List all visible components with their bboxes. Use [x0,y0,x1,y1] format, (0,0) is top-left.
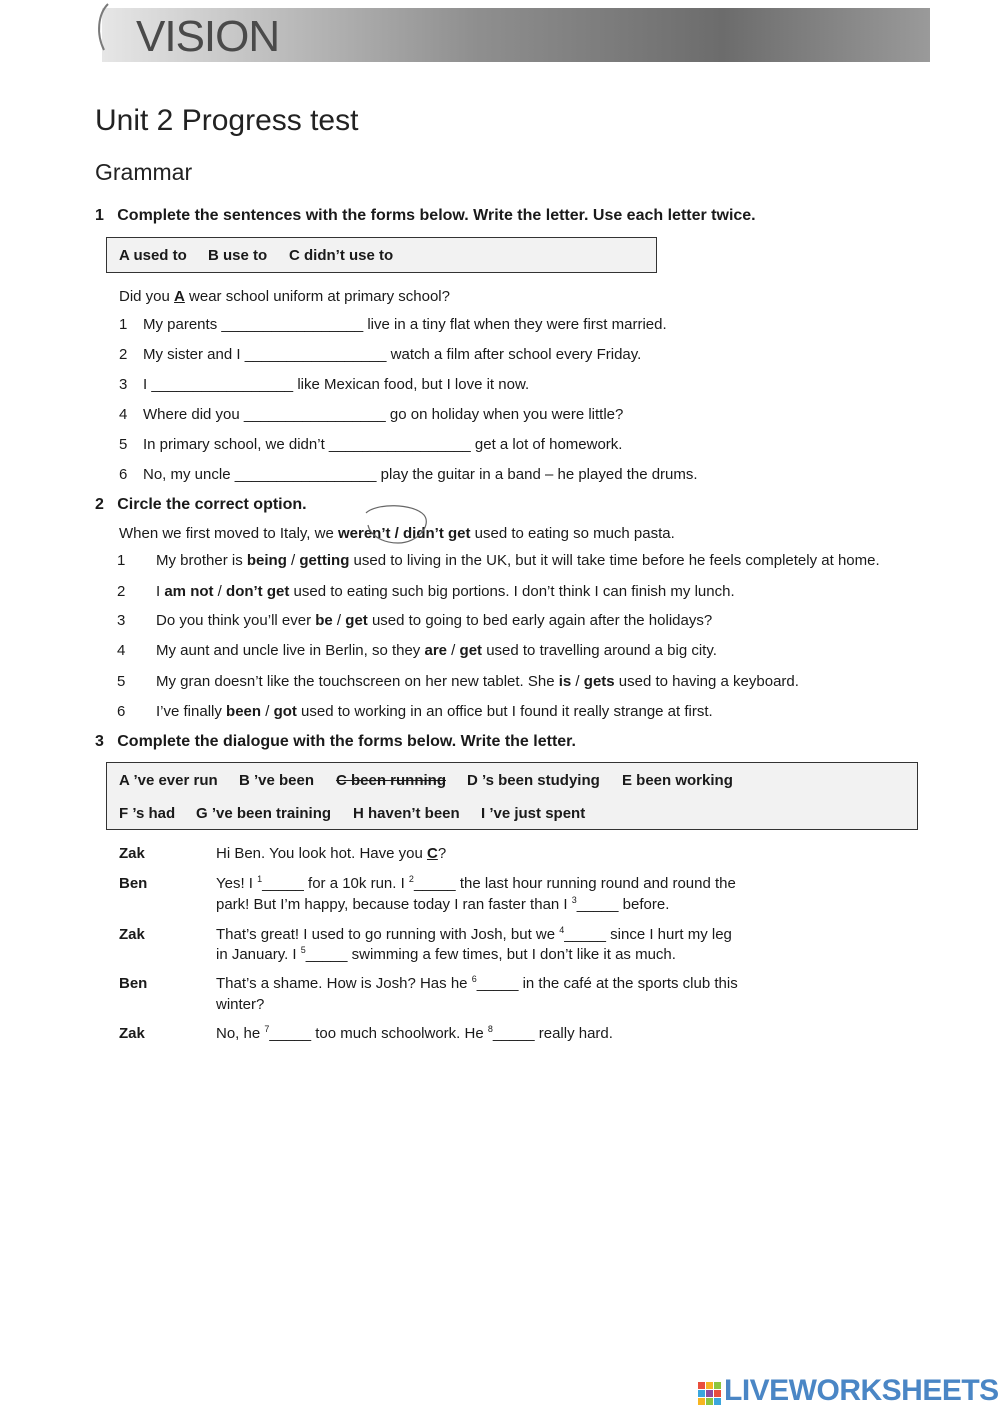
dialogue-line: park! But I’m happy, because today I ran faster than I $^3$_____ before. [216,895,670,913]
dialogue-line: That’s great! I used to go running with Josh, but we $^4$_____ since I hurt my leg [216,925,732,943]
ex1-item: My parents _________________ live in a tiny flat when they were first married. [143,316,667,333]
speaker: Zak [119,1025,145,1042]
ex3-heading: 3 Complete the dialogue with the forms below. Write the letter. [95,733,576,750]
dialogue-line: in January. I $^5$_____ swimming a few times, but I don’t like it as much. [216,945,676,963]
option-a: am not [164,583,214,600]
option-b: don’t get [226,583,290,600]
ex1-option: A used to [119,247,187,264]
option-a: being [246,552,287,569]
ex3-option: E been working [622,772,733,789]
ex1-item: My sister and I _________________ watch a film after school every Friday. [143,346,642,363]
ex2-heading: 2 Circle the correct option. [95,496,307,513]
answer-circle-icon [358,503,434,547]
liveworksheets-icon [698,1382,722,1406]
option-b: getting [299,552,350,569]
option-b: got [273,703,297,720]
ex1-heading: 1 Complete the sentences with the forms below. Write the letter. Use each letter twice. [95,207,756,224]
option-a: been [226,703,262,720]
section-title: Grammar [95,159,193,185]
speaker: Zak [119,845,145,862]
speaker: Zak [119,926,145,943]
dialogue-line: winter? [216,996,265,1013]
ex2-item: My gran doesn’t like the touchscreen on her new tablet. She is / gets used to having a keyboard. [156,673,799,690]
option-a: is [558,673,572,690]
ex3-option: H haven’t been [353,805,460,822]
item-number: 5 [117,673,126,690]
ex3-option: I ’ve just spent [481,805,586,822]
option-b: gets [583,673,615,690]
ex3-option: D ’s been studying [467,772,600,789]
item-number: 3 [119,376,128,393]
dialogue-line: Hi Ben. You look hot. Have you C? [216,845,447,862]
example-answer: A [174,288,185,305]
ex2-item: Do you think you’ll ever be / get used to going to bed early again after the holidays? [156,612,713,629]
footer-brand: LIVEWORKSHEETS [724,1374,999,1407]
ex3-option: B ’ve been [239,772,315,789]
ex2-item: I am not / don’t get used to eating such big portions. I don’t think I can finish my lunch. [156,583,735,600]
ex3-option-used: C been running [336,772,446,789]
ex1-example: Did you A wear school uniform at primary school? [119,288,450,305]
item-number: 6 [119,466,128,483]
item-number: 3 [117,612,126,629]
ex1-item: In primary school, we didn’t _________________ get a lot of homework. [143,436,623,453]
page-title: Unit 2 Progress test [95,104,359,137]
ex2-item: My aunt and uncle live in Berlin, so they are / get used to travelling around a big city. [156,642,717,659]
ex2-item: My brother is being / getting used to living in the UK, but it will take time before he feels completely at home. [156,552,880,569]
item-number: 1 [119,316,128,333]
option-b: didn’t get [403,525,471,542]
item-number: 1 [117,552,126,569]
ex1-option: B use to [208,247,268,264]
ex1-option: C didn’t use to [289,247,394,264]
ex3-option: G ’ve been training [196,805,332,822]
example-answer: C [426,845,438,862]
option-a: weren’t [337,525,391,542]
ex1-item: I _________________ like Mexican food, but I love it now. [143,376,530,393]
item-number: 5 [119,436,128,453]
ex3-option: A ’ve ever run [119,772,218,789]
item-number: 6 [117,703,126,720]
item-number: 4 [119,406,128,423]
item-number: 4 [117,642,126,659]
ex1-item: Where did you _________________ go on holiday when you were little? [143,406,624,423]
ex3-option: F ’s had [119,805,176,822]
option-a: be [315,612,333,629]
ex2-item: I’ve finally been / got used to working in an office but I found it really strange at first. [156,703,713,720]
option-b: get [459,642,483,659]
option-a: are [424,642,448,659]
option-b: get [345,612,368,629]
dialogue-line: Yes! I $^1$_____ for a 10k run. I $^2$_____ the last hour running round and round the [216,874,736,892]
brand-logo: VISION [136,12,280,61]
ex2-example: When we first moved to Italy, we weren’t / didn’t get used to eating so much pasta. [119,525,675,542]
ex1-item: No, my uncle _________________ play the guitar in a band – he played the drums. [143,466,698,483]
dialogue-line: That’s a shame. How is Josh? Has he $^6$_____ in the café at the sports club this [216,974,738,992]
item-number: 2 [119,346,128,363]
speaker: Ben [119,975,148,992]
speaker: Ben [119,875,148,892]
dialogue-line: No, he $^7$_____ too much schoolwork. He $^8$_____ really hard. [216,1024,613,1042]
item-number: 2 [117,583,126,600]
